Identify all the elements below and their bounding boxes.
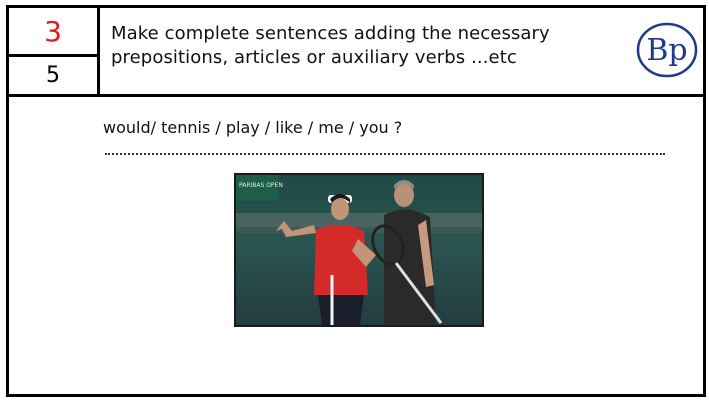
tennis-photo — [234, 173, 484, 327]
exercise-prompt: would/ tennis / play / like / me / you ? — [103, 118, 403, 137]
bp-logo-icon — [635, 18, 699, 82]
exercise-number-total: 5 — [46, 63, 60, 88]
tennis-scene-image — [236, 175, 482, 325]
sponsor-banner-text: PARIBAS OPEN — [239, 182, 283, 189]
header — [9, 8, 703, 97]
worksheet-frame — [6, 5, 706, 397]
exercise-number-box — [9, 8, 100, 94]
instruction-line-1: Make complete sentences adding the necessary — [111, 23, 550, 44]
exercise-number-current: 3 — [9, 8, 97, 57]
answer-line[interactable] — [105, 153, 665, 155]
instruction-text — [111, 22, 591, 70]
instruction-line-2: prepositions, articles or auxiliary verbs ...etc — [111, 47, 517, 68]
logo-text: Bp — [646, 33, 688, 68]
